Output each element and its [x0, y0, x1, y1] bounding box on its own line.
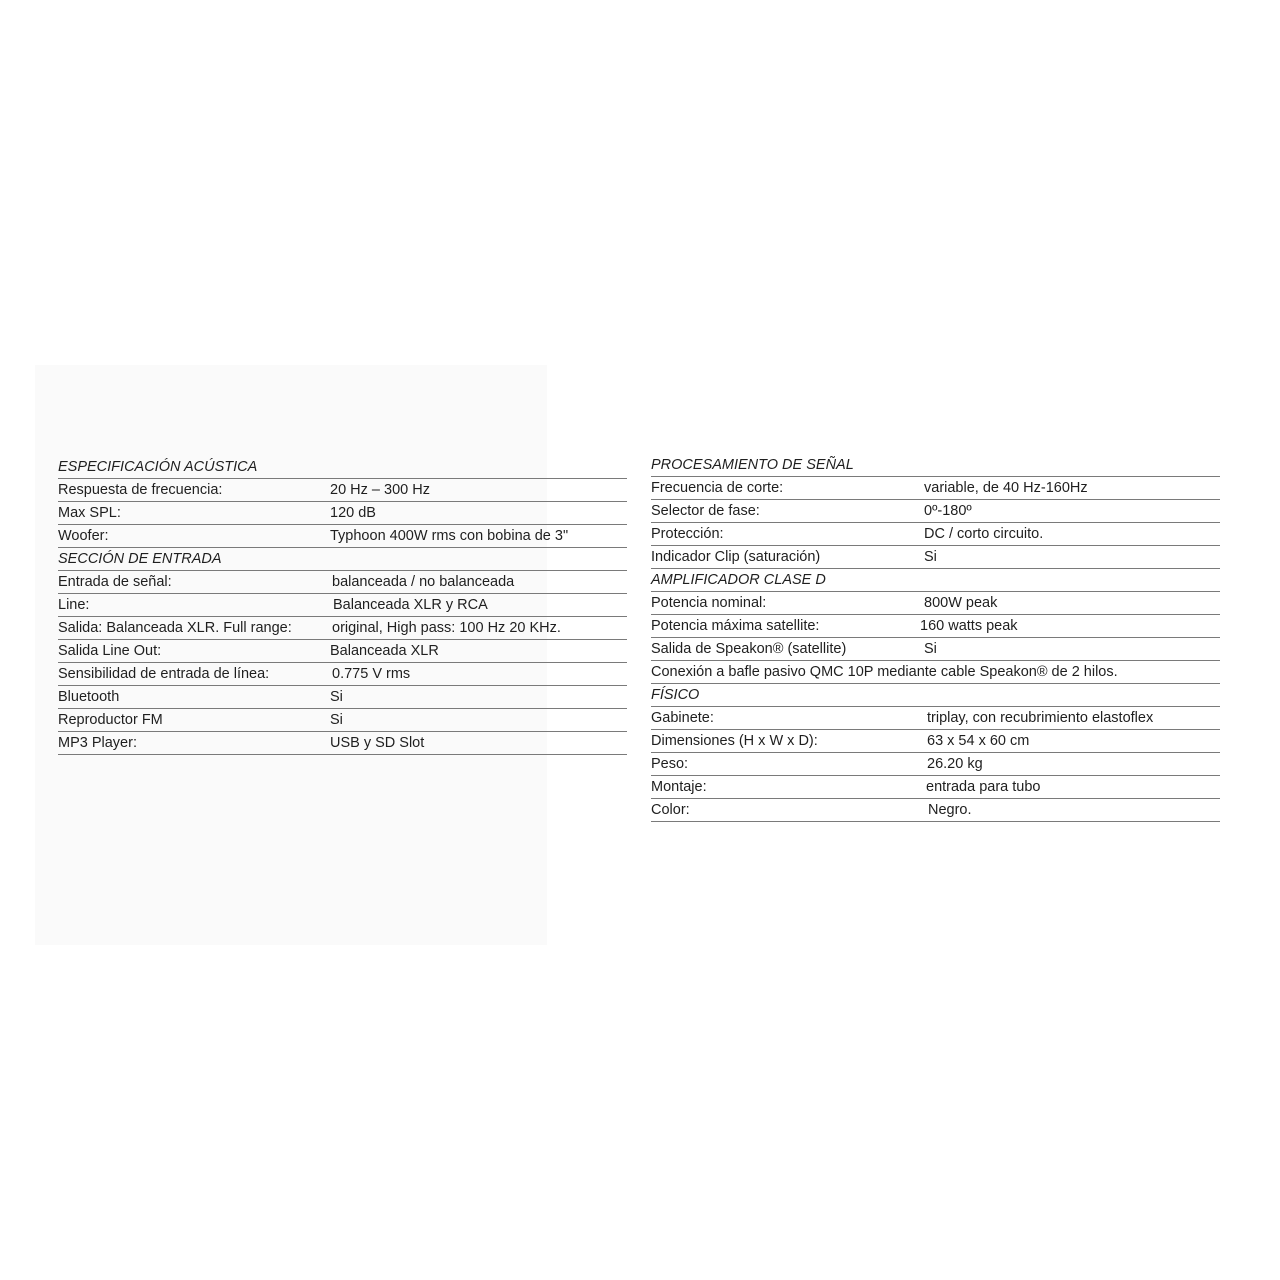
- spec-value: Typhoon 400W rms con bobina de 3": [330, 528, 569, 544]
- spec-row: [651, 753, 1220, 776]
- spec-label: Potencia nominal:: [651, 595, 767, 611]
- spec-value: Balanceada XLR: [330, 643, 439, 659]
- spec-label: Entrada de señal:: [58, 574, 172, 590]
- spec-row: [651, 592, 1220, 615]
- spec-row: [651, 799, 1220, 822]
- spec-row: [651, 776, 1220, 799]
- spec-label: Dimensiones (H x W x D):: [651, 733, 818, 749]
- spec-label: Frecuencia de corte:: [651, 480, 784, 496]
- spec-label: Reproductor FM: [58, 712, 163, 728]
- spec-label: Max SPL:: [58, 505, 121, 521]
- spec-row: [651, 615, 1220, 638]
- spec-label: Protección:: [651, 526, 724, 542]
- spec-row: [58, 640, 627, 663]
- spec-value: Si: [924, 549, 937, 565]
- section-title: AMPLIFICADOR CLASE D: [651, 572, 826, 588]
- spec-row: [58, 571, 627, 594]
- section-heading-physical: [651, 684, 1220, 707]
- spec-value: 0.775 V rms: [332, 666, 411, 682]
- spec-table-right: [651, 454, 1220, 822]
- spec-value: balanceada / no balanceada: [332, 574, 515, 590]
- spec-value: USB y SD Slot: [330, 735, 425, 751]
- section-heading-input: [58, 548, 627, 571]
- spec-row: [651, 500, 1220, 523]
- spec-value: Si: [330, 712, 343, 728]
- spec-label: Color:: [651, 802, 690, 818]
- spec-row: [58, 709, 627, 732]
- spec-note-row: [651, 661, 1220, 684]
- spec-value: 26.20 kg: [927, 756, 983, 772]
- spec-value: 63 x 54 x 60 cm: [927, 733, 1030, 749]
- spec-value: DC / corto circuito.: [924, 526, 1044, 542]
- spec-row: [58, 502, 627, 525]
- section-title: SECCIÓN DE ENTRADA: [58, 551, 222, 567]
- spec-value: variable, de 40 Hz-160Hz: [924, 480, 1088, 496]
- spec-row: [58, 663, 627, 686]
- spec-label: Salida: Balanceada XLR. Full range:: [58, 620, 292, 636]
- spec-row: [58, 686, 627, 709]
- spec-label: Montaje:: [651, 779, 707, 795]
- spec-label: Line:: [58, 597, 90, 613]
- spec-label: Selector de fase:: [651, 503, 760, 519]
- spec-row: [58, 594, 627, 617]
- spec-value: Balanceada XLR y RCA: [333, 597, 488, 613]
- spec-label: Peso:: [651, 756, 689, 772]
- spec-value: Si: [330, 689, 343, 705]
- spec-row: [58, 732, 627, 755]
- spec-value: 800W peak: [924, 595, 998, 611]
- spec-label: Woofer:: [58, 528, 109, 544]
- spec-row: [651, 523, 1220, 546]
- spec-value: entrada para tubo: [926, 779, 1041, 795]
- spec-label: Indicador Clip (saturación): [651, 549, 821, 565]
- spec-row: [58, 479, 627, 502]
- spec-label: Salida de Speakon® (satellite): [651, 641, 847, 657]
- spec-label: Respuesta de frecuencia:: [58, 482, 223, 498]
- spec-row: [651, 546, 1220, 569]
- spec-label: Gabinete:: [651, 710, 714, 726]
- spec-value: 20 Hz – 300 Hz: [330, 482, 430, 498]
- section-heading-acoustic: [58, 456, 627, 479]
- section-heading-processing: [651, 454, 1220, 477]
- spec-label: Sensibilidad de entrada de línea:: [58, 666, 270, 682]
- spec-label: Bluetooth: [58, 689, 120, 705]
- section-heading-amplifier: [651, 569, 1220, 592]
- spec-label: MP3 Player:: [58, 735, 137, 751]
- spec-row: [58, 617, 627, 640]
- section-title: ESPECIFICACIÓN ACÚSTICA: [58, 459, 258, 475]
- spec-value: 0º-180º: [924, 503, 972, 519]
- spec-row: [651, 477, 1220, 500]
- spec-value: 120 dB: [330, 505, 376, 521]
- spec-value: original, High pass: 100 Hz 20 KHz.: [332, 620, 561, 636]
- section-title: PROCESAMIENTO DE SEÑAL: [651, 457, 854, 473]
- spec-value: 160 watts peak: [920, 618, 1018, 634]
- spec-note: Conexión a bafle pasivo QMC 10P mediante cable Speakon® de 2 hilos.: [651, 664, 1118, 680]
- spec-row: [58, 525, 627, 548]
- spec-table-left: [58, 456, 627, 755]
- section-title: FÍSICO: [651, 687, 700, 703]
- spec-label: Potencia máxima satellite:: [651, 618, 820, 634]
- spec-label: Salida Line Out:: [58, 643, 162, 659]
- spec-row: [651, 707, 1220, 730]
- spec-value: Negro.: [928, 802, 972, 818]
- spec-row: [651, 730, 1220, 753]
- spec-row: [651, 638, 1220, 661]
- spec-value: Si: [924, 641, 937, 657]
- spec-value: triplay, con recubrimiento elastoflex: [927, 710, 1154, 726]
